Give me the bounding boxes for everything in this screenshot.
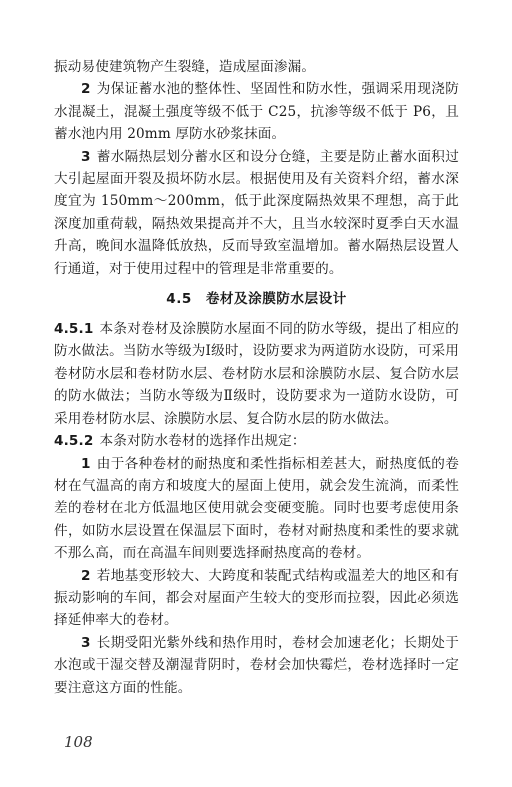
paragraph-text: 本条对防水卷材的选择作出规定： [99, 433, 306, 450]
paragraph-text: 由于各种卷材的耐热度和柔性指标相差甚大，耐热度低的卷材在气温高的南方和坡度大的屋面上使用，就会发生流淌，而柔性差的卷材在北方低温地区使用就会变硬变脆。同时也要考虑使用条件，如防水层设置在保温层下面时，卷材对耐热度和柔性的要求就不那么高，而在高温车间则要选择耐热度高的卷材。 [54, 455, 459, 562]
paragraph-text: 为保证蓄水池的整体性、坚固性和防水性，强调采用现浇防水混凝土，混凝土强度等级不低于 C25，抗渗等级不低于 P6，且蓄水池内用 20mm 厚防水砂浆抹面。 [54, 81, 459, 143]
paragraphs-top [54, 56, 459, 280]
item-number: 3 [81, 634, 91, 651]
paragraph-text: 若地基变形较大、大跨度和装配式结构或温差大的地区和有振动影响的车间，都会对屋面产生较大的变形而拉裂，因此必须选择延伸率大的卷材。 [54, 567, 459, 629]
paragraph-text: 长期受阳光紫外线和热作用时，卷材会加速老化；长期处于水泡或干湿交替及潮湿背阴时，卷材会加快霉烂，卷材选择时一定要注意这方面的性能。 [54, 634, 459, 696]
paragraphs-bottom [54, 318, 459, 699]
item-number: 1 [81, 455, 91, 472]
section-title: 卷材及涂膜防水层设计 [205, 291, 347, 308]
clause-number: 4.5.1 [54, 321, 94, 338]
paragraph-item-1 [54, 453, 459, 565]
item-number: 3 [81, 148, 91, 165]
paragraph-item-3 [54, 632, 459, 699]
paragraph-text: 振动易使建筑物产生裂缝，造成屋面渗漏。 [54, 59, 316, 75]
clause-number: 4.5.2 [54, 433, 94, 450]
paragraph-continuation [54, 56, 459, 78]
section-heading [54, 288, 459, 310]
paragraph-item-2 [54, 565, 459, 632]
clause-4-5-2 [54, 430, 459, 452]
paragraph-text: 蓄水隔热层划分蓄水区和设分仓缝，主要是防止蓄水面积过大引起屋面开裂及损坏防水层。根据使用及有关资料介绍，蓄水深度宜为 150mm～200mm，低于此深度隔热效果不理想，高于此深度加重荷载，隔热效果提高并不大，且当水较深时夏季白天水温升高，晚间水温降低放热，反而导致室温增加。蓄水隔热层设置人行通道，对于使用过程中的管理是非常重要的。 [54, 148, 459, 277]
page-number: 108 [64, 733, 93, 751]
paragraph-text: 本条对卷材及涂膜防水屋面不同的防水等级，提出了相应的防水做法。当防水等级为Ⅰ级时，设防要求为两道防水设防，可采用卷材防水层和卷材防水层、卷材防水层和涂膜防水层、复合防水层的防水做法；当防水等级为Ⅱ级时，设防要求为一道防水设防，可采用卷材防水层、涂膜防水层、复合防水层的防水做法。 [54, 321, 459, 427]
item-number: 2 [81, 567, 91, 584]
item-number: 2 [81, 81, 91, 98]
clause-4-5-1 [54, 318, 459, 430]
document-page [54, 56, 459, 699]
paragraph-item-2 [54, 78, 459, 145]
paragraph-item-3 [54, 146, 459, 280]
section-number: 4.5 [166, 291, 192, 308]
